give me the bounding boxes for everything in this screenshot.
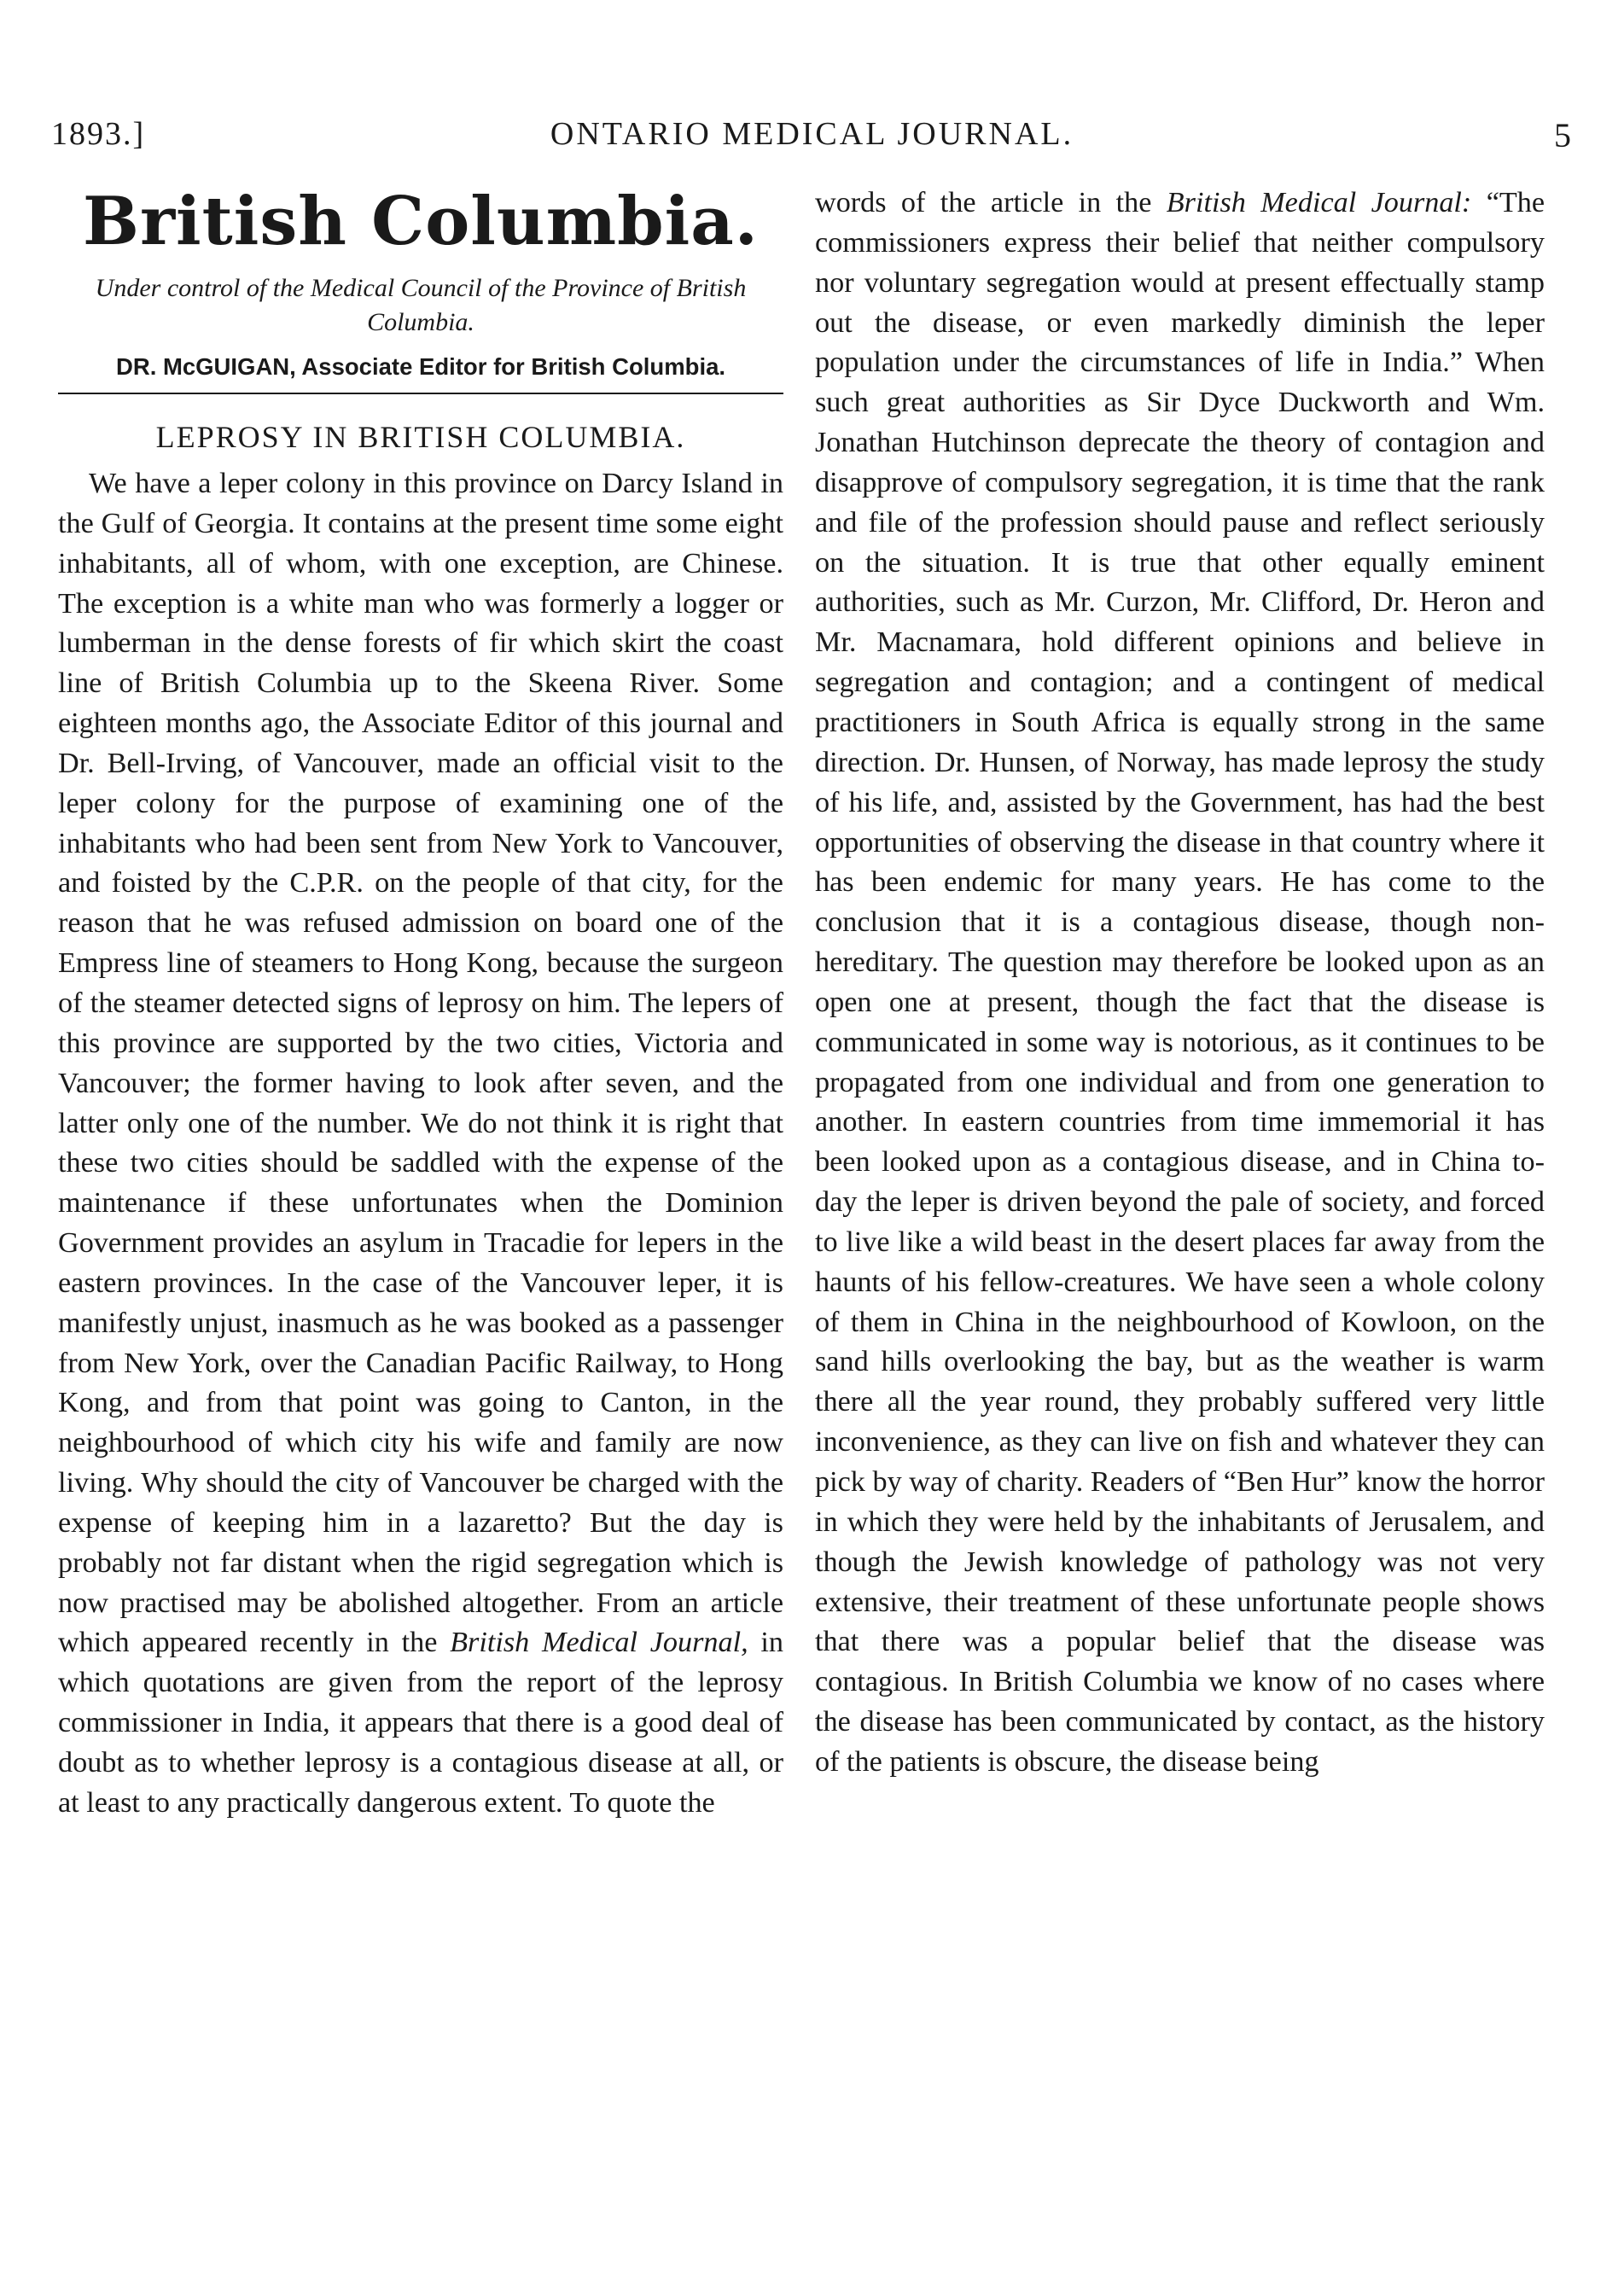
journal-title: ONTARIO MEDICAL JOURNAL.: [550, 116, 1074, 152]
article-text-left-end: in which quotations are given from the report of the leprosy commissioner in India, it appears that there is a good deal of doubt as to whether leprosy is a contagious disease at all, or at least to any practically dangerous extent. To quote the: [58, 1627, 784, 1819]
left-column: [58, 183, 783, 1824]
section-divider: [58, 393, 783, 394]
running-header: [51, 115, 1573, 166]
article-title: LEPROSY IN BRITISH COLUMBIA.: [155, 420, 686, 454]
article-paragraph-continued: [815, 183, 1545, 1783]
page-number: 5: [1554, 116, 1573, 154]
article-text-left: We have a leper colony in this province on Darcy Island in the Gulf of Georgia. It contains at the present time some eight inhabitants, all of whom, with one exception, are Chinese. The exception is a white man who was formerly a logger or lumberman in the dense forests of fir which skirt the coast line of British Columbia up to the Skeena River. Some eighteen months ago, the Associate Editor of this journal and Dr. Bell-Irving, of Vancouver, made an official visit to the leper colony for the purpose of examining one of the inhabitants who had been sent from New York to Vancouver, and foisted by the C.P.R. on the people of that city, for the reason that he was refused admission on board one of the Empress line of steamers to Hong Kong, because the surgeon of the steamer detected signs of leprosy on him. The lepers of this province are supported by the two cities, Victoria and Vancouver; the former having to look after seven, and the latter only one of the number. We do not think it is right that these two cities should be saddled with the expense of the maintenance if these unfortunates when the Dominion Government provides an asylum in Tracadie for lepers in the eastern provinces. In the case of the Vancouver leper, it is manifestly unjust, inasmuch as he was booked as a passenger from New York, over the Canadian Pacific Railway, to Hong Kong, and from that point was going to Canton, in the neighbourhood of which city his wife and family are now living. Why should the city of Vancouver be charged with the expense of keeping him in a lazaretto? But the day is probably not far distant when the rigid segregation which is now practised may be abolished altogether. From an article which appeared recently in the: [58, 468, 783, 1659]
article-text-right: “The commissioners express their belief that neither compulsory nor voluntary segregation would at present effectually stamp out the disease, or even markedly diminish the leper population under the circumstances of life in India.” When such great authorities as Sir Dyce Duckworth and Wm. Jonathan Hutchinson deprecate the theory of contagion and disapprove of compulsory segregation, it is time that the rank and file of the profession should pause and reflect seriously on the situation. It is true that other equally eminent authorities, such as Mr. Curzon, Mr. Clifford, Dr. Heron and Mr. Macnamara, hold different opinions and believe in segregation and contagion; and a contingent of medical practitioners in South Africa is equally strong in the same direction. Dr. Hunsen, of Norway, has made leprosy the study of his life, and, assisted by the Government, has had the best opportunities of observing the disease in that country where it has been endemic for many years. He has come to the conclusion that it is a contagious disease, though non-hereditary. The question may therefore be looked upon as an open one at present, though the fact that the disease is communicated in some way is notorious, as it continues to be propagated from one individual and from one generation to another. In eastern countries from time immemorial it has been looked upon as a contagious disease, and in China to-day the leper is driven beyond the pale of society, and forced to live like a wild beast in the desert places far away from the haunts of his fellow-creatures. We have seen a whole colony of them in China in the neighbourhood of Kowloon, on the sand hills overlooking the bay, but as the weather is warm there all the year round, they probably suffered very little inconvenience, as they can live on fish and whatever they can pick by way of charity. Readers of “Ben Hur” know the horror in which they were held by the inhabitants of Jerusalem, and though the Jewish knowledge of pathology was not very extensive, their treatment of these unfortunate people shows that there was a popular belief that the disease was contagious. In British Columbia we know of no cases where the disease has been communicated by contact, as the history of the patients is obscure, the disease being: [815, 187, 1545, 1778]
section-title: British Columbia.: [83, 183, 759, 260]
header-year: 1893.]: [51, 116, 146, 152]
article-paragraph: [58, 464, 783, 1824]
journal-citation-right: British Medical Journal:: [1166, 187, 1472, 218]
journal-citation: British Medical Journal,: [450, 1627, 748, 1659]
right-column: [815, 183, 1545, 1783]
section-subtitle: Under control of the Medical Council of the Province of British Columbia.: [95, 274, 747, 336]
article-text-right-start: words of the article in the: [815, 187, 1152, 218]
associate-editor-line: DR. McGUIGAN, Associate Editor for British Columbia.: [115, 353, 726, 380]
